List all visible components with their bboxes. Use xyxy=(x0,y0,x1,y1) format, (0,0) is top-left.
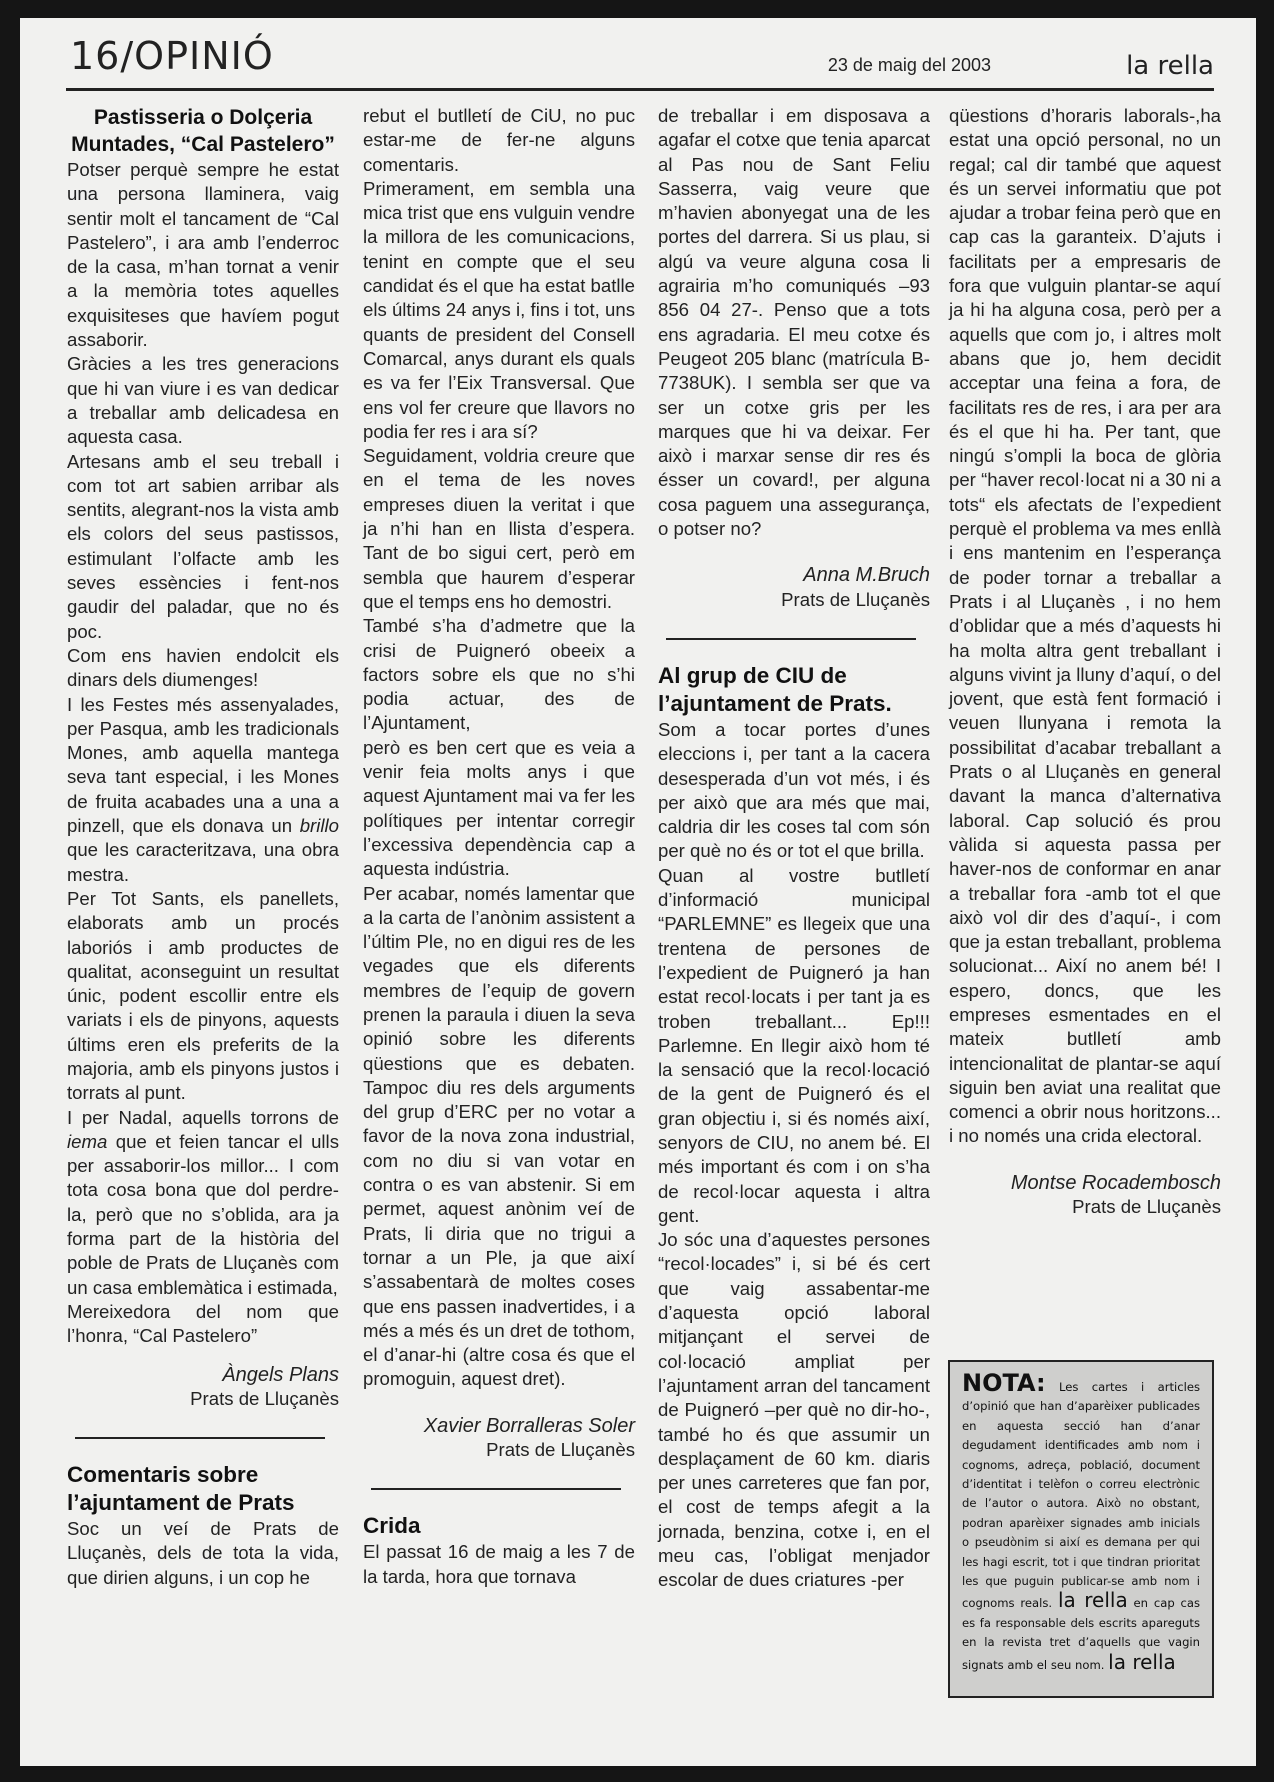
paragraph: També s’ha d’admetre que la crisi de Puigneró obeeix a factors sobre els que no s’hi podia actuar, des de l’Ajuntament, xyxy=(363,615,635,734)
author-name: Xavier Borralleras Soler xyxy=(423,1414,635,1437)
masthead: la rella xyxy=(1126,51,1214,81)
column-4 xyxy=(949,104,1221,1219)
paragraph: Quan al vostre butlletí d’informació municipal “PARLEMNE” es llegeix que una trentena de persones de l’expedient de Puigneró ja han estat recol·locats i per tant ja es troben treballant... Ep!!! Parlemne. En llegir això hom té la sensació que la recol·locació de la gent de Puigneró és el gran objectiu i, si és només així, senyors de CIU, no anem bé. El més important és com i on s’ha de recol·locar aquesta i altra gent. xyxy=(658,864,930,1226)
paragraph: Per Tot Sants, els panellets, elaborats amb un procés laboriós i amb productes de qualitat, aconseguint un resultat únic, podent escollir entre els variats i els de pinyons, aquests últims eren els preferits de la majoria, amb els pinyons justos i torrats al punt. xyxy=(67,887,339,1104)
article-divider xyxy=(666,638,916,640)
paragraph: Soc un veí de Prats de Lluçanès, dels de tota la vida, que dirien alguns, i un cop he xyxy=(67,1518,339,1588)
note-label: NOTA: xyxy=(962,1369,1046,1397)
paragraph: I per Nadal, aquells torrons de iema que et feien tancar el ulls per assaborir-los millor... I com tota cosa bona que dol perdre-la, però que no s’oblida, ara ja forma part de la història del poble de Prats de Lluçanès com un casa emblemàtica i estimada, xyxy=(67,1106,339,1298)
paragraph: Artesans amb el seu treball i com tot art sabien arribar als sentits, alegrant-nos la vista amb els colors del seus pastissos, estimulant l’olfacte amb les seves essències i fent-nos gaudir del paladar, que no és poc. xyxy=(67,450,339,642)
note-masthead: la rella xyxy=(1108,1649,1176,1674)
paragraph: El passat 16 de maig a les 7 de la tarda, hora que tornava xyxy=(363,1541,635,1587)
paragraph: Primerament, em sembla una mica trist que ens vulguin vendre la millora de les comunicacions, tenint en compte que el seu candidat és el que ha estat batlle els últims 24 anys i, fins i tot, uns quants de president del Consell Comarcal, anys durant els quals es va fer l’Eix Transversal. Que ens vol fer creure que llavors no podia fer res i ara sí? xyxy=(363,177,635,442)
paragraph: Per acabar, només lamentar que a la carta de l’anònim assistent a l’últim Ple, no en digui res de les vegades que els diferents membres de l’equip de govern prenen la paraula i diuen la seva opinió sobre les diferents qüestions que es debaten. Tampoc diu res dels arguments del grup d’ERC per no votar a favor de la nova zona industrial, com no diu si van votar en contra o es van abstenir. Si em permet, aquest anònim veí de Prats, li diria que no trigui a tornar a un Ple, ja que així s’assabentarà de moltes coses que ens passen inadvertides, i a més a més és un dret de tothom, el d’anar-hi (altre cosa és que el promoguin, aquest dret). xyxy=(363,882,635,1390)
page-header xyxy=(20,18,1256,98)
article-divider xyxy=(371,1488,621,1490)
paragraph: qüestions d’horaris laborals-,ha estat una opció personal, no un regal; cal dir també que aquest és un servei informatiu que pot ajudar a trobar feina però que en cap cas la garanteix. D’ajuts i facilitats per a empresaris de fora que vulguin plantar-se aquí ja hi ha alguna cosa, però per a aquells que com jo, i altres molt abans que jo, hem decidit acceptar una feina a fora, de facilitats res de res, i ara per ara és el que hi ha. Per tant, que ningú s’ompli la boca de glòria per “haver recol·locat ni a 30 ni a tots“ els afectats de l’expedient perquè el problema va mes enllà i ens mantenim en l’esperança de poder tornar a treballar a Prats i al Lluçanès , i no hem d’oblidar que a més d’aquests hi ha molta altra gent treballant i alguns vivint ja lluny d’aquí, o del jovent, que està fent formació i veuen llunyana i remota la possibilitat d’acabar treballant a Prats o al Lluçanès en general davant la manca d’alternativa laboral. Cap solució és prou vàlida si aquesta passa per haver-nos de conformar en anar a treballar fora -amb tot el que això vol dir des d’aquí-, i com que ja estan treballant, problema solucionat... Així no anem bé! I espero, doncs, que les empreses esmentades en el mateix butlletí amb intencionalitat de plantar-se aquí siguin ben aviat una realitat que comenci a obrir nous horitzons... i no només una crida electoral. xyxy=(949,105,1221,1147)
note-masthead: la rella xyxy=(1057,1588,1128,1613)
author-town: Prats de Lluçanès xyxy=(781,588,930,610)
column-3 xyxy=(658,104,930,1593)
note-text-2: en cap cas es fa responsable dels escrits apareguts en la revista tret d’aquells que vagin signats amb el seu nom. xyxy=(962,1596,1201,1672)
paragraph: Jo sóc una d’aquestes persones “recol·locades” i, si bé és cert que vaig assabentar-me d’aquesta opció laboral mitjançant el servei de col·locació ampliat per l’ajuntament arran del tancament de Puigneró –per què no dir-ho-, també ho és que assumir un desplaçament de 60 km. diaris per unes carreteres que fan por, el cost de temps afegit a la jornada, benzina, cotxe i, en el meu cas, l’obligat menjador escolar de dues criatures -per xyxy=(658,1229,930,1591)
article-title: Pastisseria o Dolçeria Muntades, “Cal Pastelero” xyxy=(71,106,335,156)
paragraph: Mereixedora del nom que l’honra, “Cal Pastelero” xyxy=(67,1300,339,1347)
author-name: Anna M.Bruch xyxy=(803,564,930,587)
column-2 xyxy=(363,104,635,1589)
author-town: Prats de Lluçanès xyxy=(190,1387,339,1409)
section-title: 16/OPINIÓ xyxy=(70,34,274,78)
article-title: Crida xyxy=(363,1513,421,1539)
italic-word: iema xyxy=(67,1130,108,1152)
newspaper-page xyxy=(20,18,1256,1766)
author-name: Àngels Plans xyxy=(222,1363,339,1386)
paragraph: Som a tocar portes d’unes eleccions i, per tant a la cacera desesperada d’un vot més, i és per això que ara més que mai, caldria dir les coses tal com són per què no és or tot el que brilla. xyxy=(658,718,930,862)
paragraph: Com ens havien endolcit els dinars dels diumenges! xyxy=(67,644,339,691)
article-title: Comentaris sobre l’ajuntament de Prats xyxy=(67,1462,295,1516)
author-town: Prats de Lluçanès xyxy=(1072,1196,1221,1218)
paragraph: rebut el butlletí de CiU, no puc estar-me de fer-ne alguns comentaris. xyxy=(363,105,635,175)
paragraph: Potser perquè sempre he estat una persona llaminera, vaig sentir molt el tancament de “Cal Pastelero”, i ara amb l’enderroc de la casa, m’han tornat a venir a la memòria totes aquelles exquisiteses que havíem pogut assaborir. xyxy=(67,159,339,351)
article-title: Al grup de CIU de l’ajuntament de Prats. xyxy=(658,662,892,716)
italic-word: brillo xyxy=(299,815,339,837)
issue-date: 23 de maig del 2003 xyxy=(827,55,991,75)
paragraph: de treballar i em disposava a agafar el cotxe que tenia aparcat al Pas nou de Sant Feliu Sasserra, vaig veure que m’havien abonyegat una de les portes del darrera. Si us plau, si algú va veure alguna cosa li agrairia m’ho comuniqués –93 856 04 27-. Penso que a tots ens agradaria. El meu cotxe és Peugeot 205 blanc (matrícula B-7738UK). I sembla ser que va ser un cotxe gris per les marques que hi va deixar. Fer això i marxar sense dir res és ésser un covard!, per alguna cosa paguem una assegurança, o potser no? xyxy=(658,105,930,540)
header-rule xyxy=(66,88,1214,91)
column-1 xyxy=(67,104,339,1590)
article-divider xyxy=(75,1437,325,1439)
author-name: Montse Rocadembosch xyxy=(1010,1171,1221,1194)
paragraph: Gràcies a les tres generacions que hi van viure i es van dedicar a treballar amb delicadesa en aquesta casa. xyxy=(67,353,339,448)
editorial-note-box xyxy=(948,1360,1214,1698)
paragraph: I les Festes més assenyalades, per Pasqua, amb les tradicionals Mones, amb aquella mantega seva tant especial, i les Mones de fruita acabades una a una a pinzell, que els donava un brillo que les caracteritzava, una obra mestra. xyxy=(67,693,339,885)
note-text: Les cartes i articles d’opinió que han d’aparèixer publicades en aquesta secció han d’anar degudament identificades amb nom i cognoms, adreça, població, document d’identitat i telèfon o correu electrònic de l’autor o autora. Això no obstant, podran aparèixer signades amb inicials o pseudònim si així es demana per qui les hagi escrit, tot i que tindran prioritat les que puguin publicar-se amb nom i cognoms reals. xyxy=(962,1380,1201,1611)
paragraph: Seguidament, voldria creure que en el tema de les noves empreses diuen la veritat i que ja n’hi han en llista d’espera. Tant de bo sigui cert, però em sembla que haurem d’esperar que el temps ens ho demostri. xyxy=(363,445,635,612)
author-town: Prats de Lluçanès xyxy=(486,1439,635,1461)
paragraph: però es ben cert que es veia a venir feia molts anys i que aquest Ajuntament mai va fer les polítiques per intentar corregir l’excessiva dependència cap a aquesta indústria. xyxy=(363,736,635,880)
